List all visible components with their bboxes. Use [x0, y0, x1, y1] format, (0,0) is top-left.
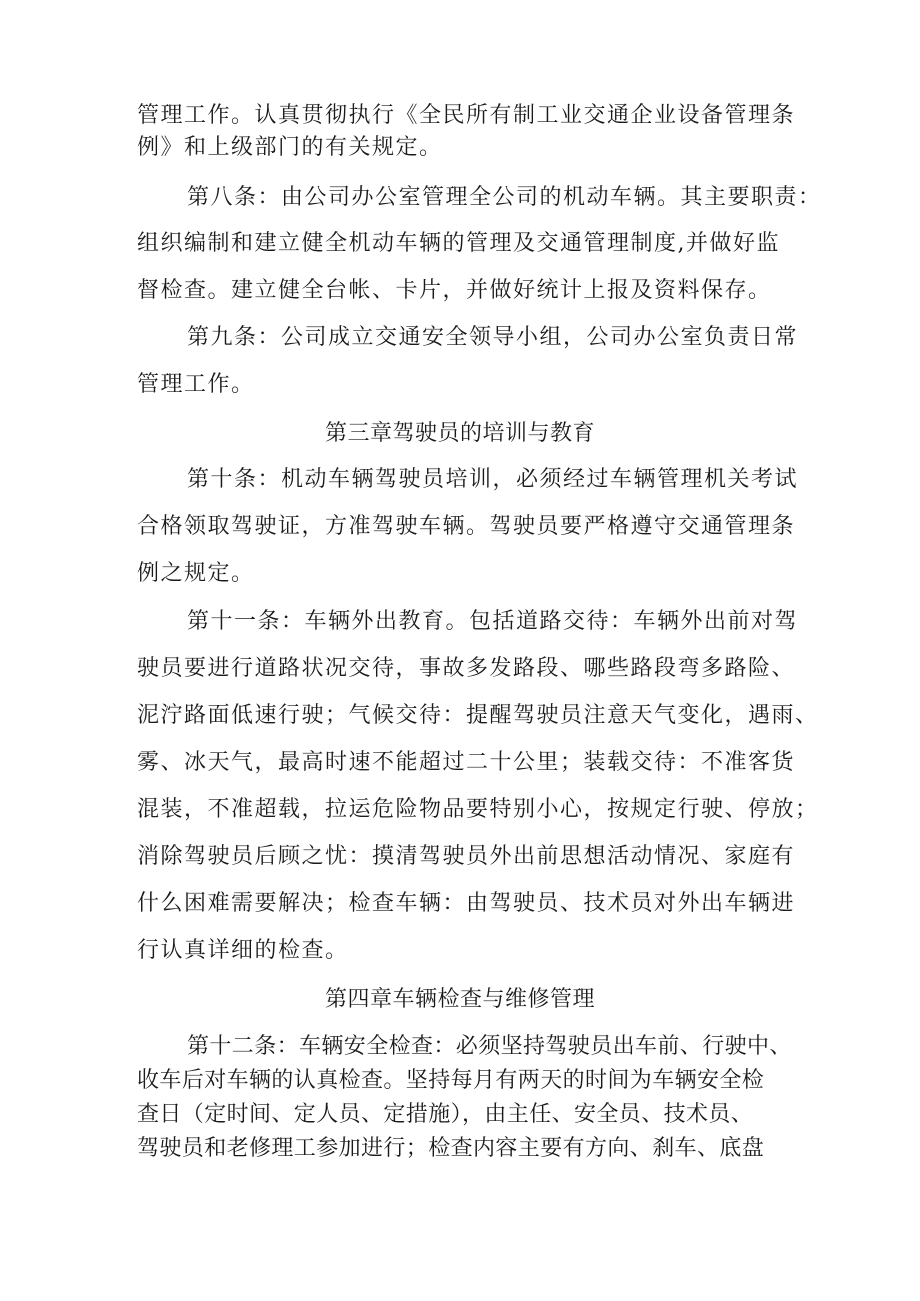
paragraph-line: 查日（定时间、定人员、定措施），由主任、安全员、技术员、: [137, 1102, 754, 1127]
chapter-4-heading: 第四章车辆检查与维修管理: [324, 987, 595, 1012]
paragraph-line: 驶员要进行道路状况交待，事故多发路段、哪些路段弯多路险、: [137, 656, 796, 681]
article-9-line: 第九条：公司成立交通安全领导小组，公司办公室负责日常: [187, 325, 799, 350]
article-10-line: 第十条：机动车辆驾驶员培训，必须经过车辆管理机关考试: [187, 467, 799, 492]
paragraph-line: 督检查。建立健全台帐、卡片，并做好统计上报及资料保存。: [137, 278, 772, 303]
paragraph-line: 什么困难需要解决；检查车辆：由驾驶员、技术员对外出车辆进: [137, 891, 796, 916]
paragraph-line: 组织编制和建立健全机动车辆的管理及交通管理制度,并做好监: [137, 231, 780, 256]
paragraph-line: 消除驾驶员后顾之忧：摸清驾驶员外出前思想活动情况、家庭有: [137, 844, 796, 869]
paragraph-line: 合格领取驾驶证，方准驾驶车辆。驾驶员要严格遵守交通管理条: [137, 514, 796, 539]
paragraph-line: 驾驶员和老修理工参加进行；检查内容主要有方向、刹车、底盘: [137, 1136, 765, 1161]
article-11-line: 第十一条：车辆外出教育。包括道路交待：车辆外出前对驾: [187, 609, 799, 634]
paragraph-line: 管理工作。: [137, 372, 255, 397]
paragraph-line: 管理工作。认真贯彻执行《全民所有制工业交通企业设备管理条: [137, 103, 796, 128]
paragraph-line: 收车后对车辆的认真检查。坚持每月有两天的时间为车辆安全检: [137, 1068, 765, 1093]
paragraph-line: 行认真详细的检查。: [137, 938, 349, 963]
paragraph-line: 雾、冰天气，最高时速不能超过二十公里；装载交待：不准客货: [137, 750, 796, 775]
paragraph-line: 例之规定。: [137, 561, 255, 586]
paragraph-line: 例》和上级部门的有关规定。: [137, 135, 443, 160]
chapter-3-heading: 第三章驾驶员的培训与教育: [324, 421, 595, 446]
paragraph-line: 混装，不准超载，拉运危险物品要特别小心，按规定行驶、停放；: [137, 797, 819, 822]
paragraph-line: 泥泞路面低速行驶；气候交待：提醒驾驶员注意天气变化，遇雨、: [137, 703, 819, 728]
article-8-line: 第八条：由公司办公室管理全公司的机动车辆。其主要职责：: [187, 185, 822, 210]
article-12-line: 第十二条：车辆安全检查：必须坚持驾驶员出车前、行驶中、: [187, 1034, 792, 1059]
